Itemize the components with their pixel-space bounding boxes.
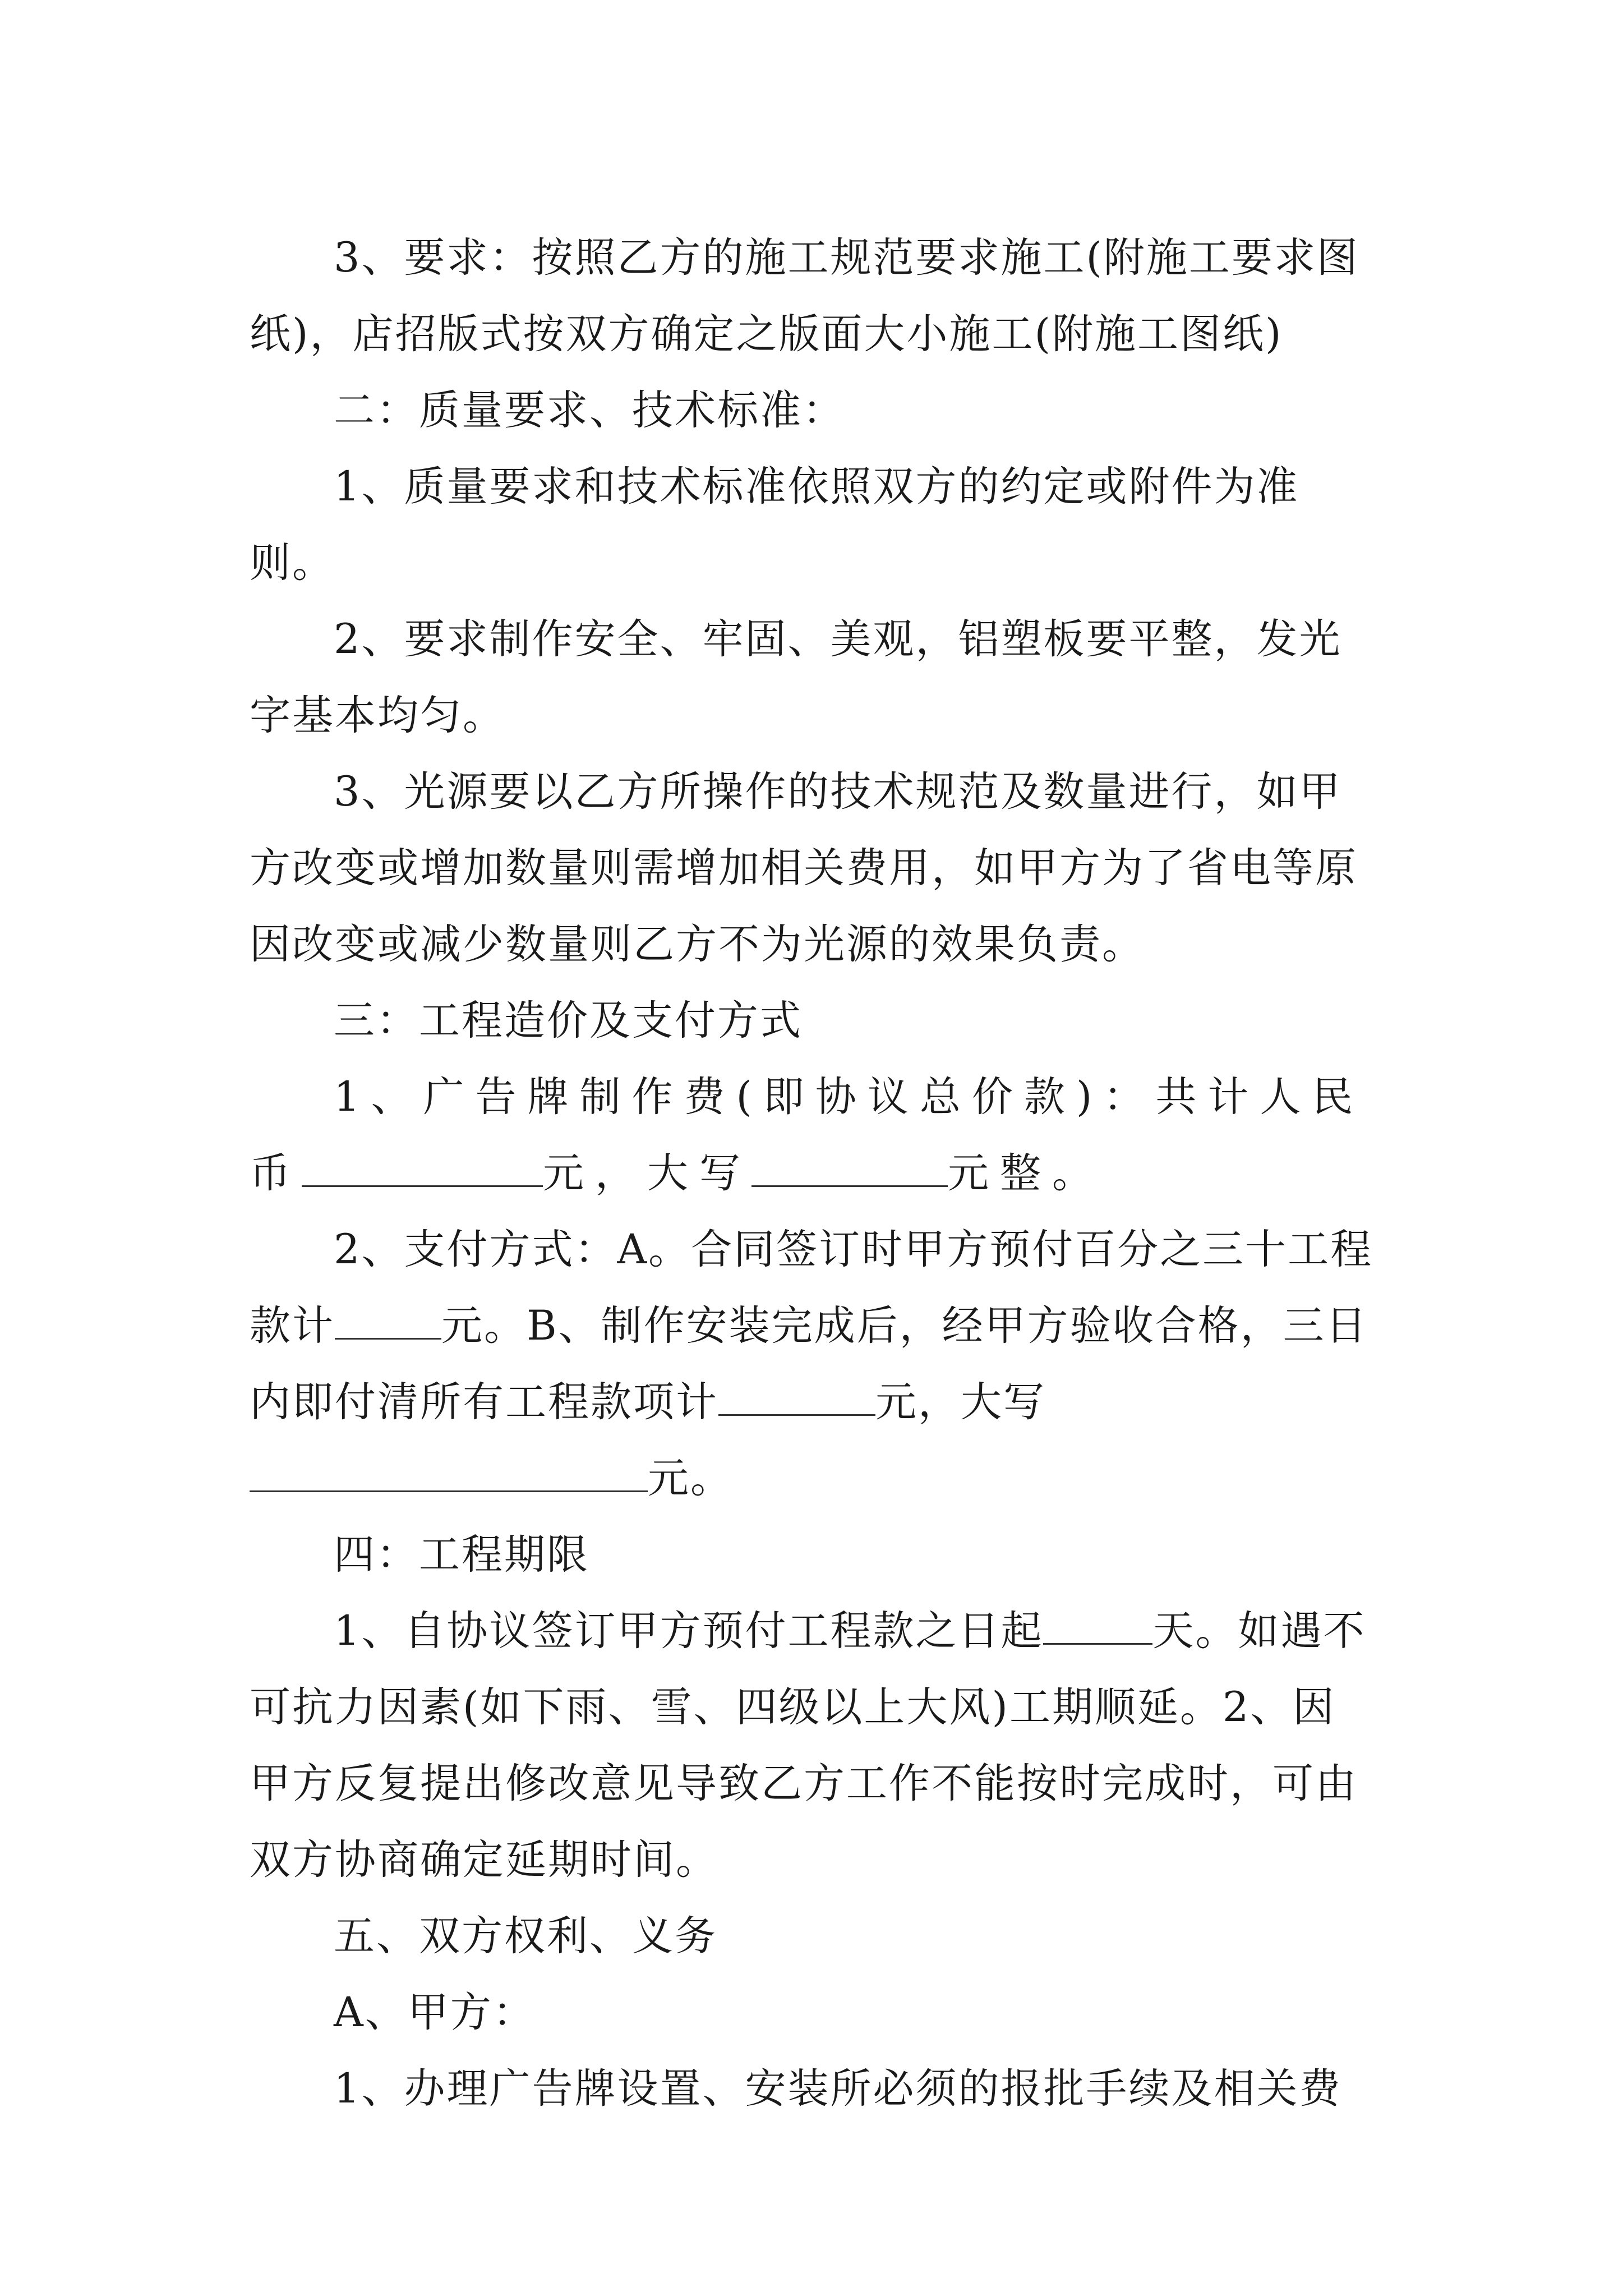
section-4-heading: 四：工程期限 xyxy=(334,1531,589,1579)
production-requirement-paragraph: 2、要求制作安全、牢固、美观，铝塑板要平整，发光字基本均匀。 xyxy=(250,615,1342,739)
light-source-paragraph: 3、光源要以乙方所操作的技术规范及数量进行，如甲方改变或增加数量则需增加相关费用，如甲方为了省电等原因改变或减少数量则乙方不为光源的效果负责。 xyxy=(250,768,1358,968)
fee-end-text: 元整。 xyxy=(948,1149,1104,1197)
section-2-heading: 二：质量要求、技术标准： xyxy=(334,386,845,434)
quality-standard-paragraph: 1、质量要求和技术标准依照双方的约定或附件为准则。 xyxy=(250,463,1299,587)
party-a-item-1: 1、办理广告牌设置、安装所必须的报批手续及相关费 xyxy=(334,2065,1342,2113)
fee-paragraph xyxy=(250,1059,1377,1212)
section-3-heading: 三：工程造价及支付方式 xyxy=(334,997,803,1045)
payment-text-1: 2、支付方式：A。合同签订时甲方预付百分之三十工程款计 xyxy=(250,1226,1373,1350)
term-text-2: 天。如遇不可抗力因素(如下雨、雪、四级以上大风)工期顺延。2、因甲方反复提出修改意见导致乙方工作不能按时完成时，可由双方协商确定延期时间。 xyxy=(250,1607,1366,1884)
fee-amount-blank xyxy=(302,1143,543,1187)
balance-amount-blank xyxy=(718,1372,875,1416)
fee-lead-text: 1、广告牌制作费(即协议总价款)：共计人民币 xyxy=(250,1073,1364,1197)
party-a-heading: A、甲方： xyxy=(334,1989,536,2036)
payment-paragraph xyxy=(250,1212,1377,1517)
term-text-1: 1、自协议签订甲方预付工程款之日起 xyxy=(334,1607,1044,1655)
document-body xyxy=(250,220,1377,2127)
fee-uppercase-blank xyxy=(751,1143,948,1187)
fee-mid-text: 元，大写 xyxy=(543,1149,751,1197)
payment-text-4: 元。 xyxy=(648,1455,733,1502)
requirement-paragraph: 3、要求：按照乙方的施工规范要求施工(附施工要求图纸)，店招版式按双方确定之版面大小施工(附施工图纸) xyxy=(250,234,1359,358)
deposit-amount-blank xyxy=(335,1296,441,1340)
payment-text-3: 元，大写 xyxy=(875,1378,1046,1426)
section-5-heading: 五、双方权利、义务 xyxy=(334,1912,717,1960)
days-blank xyxy=(1043,1601,1152,1645)
balance-uppercase-blank xyxy=(250,1448,648,1492)
payment-text-2: 元。B、制作安装完成后，经甲方验收合格，三日内即付清所有工程款项计 xyxy=(250,1302,1368,1426)
term-paragraph xyxy=(250,1593,1377,1898)
